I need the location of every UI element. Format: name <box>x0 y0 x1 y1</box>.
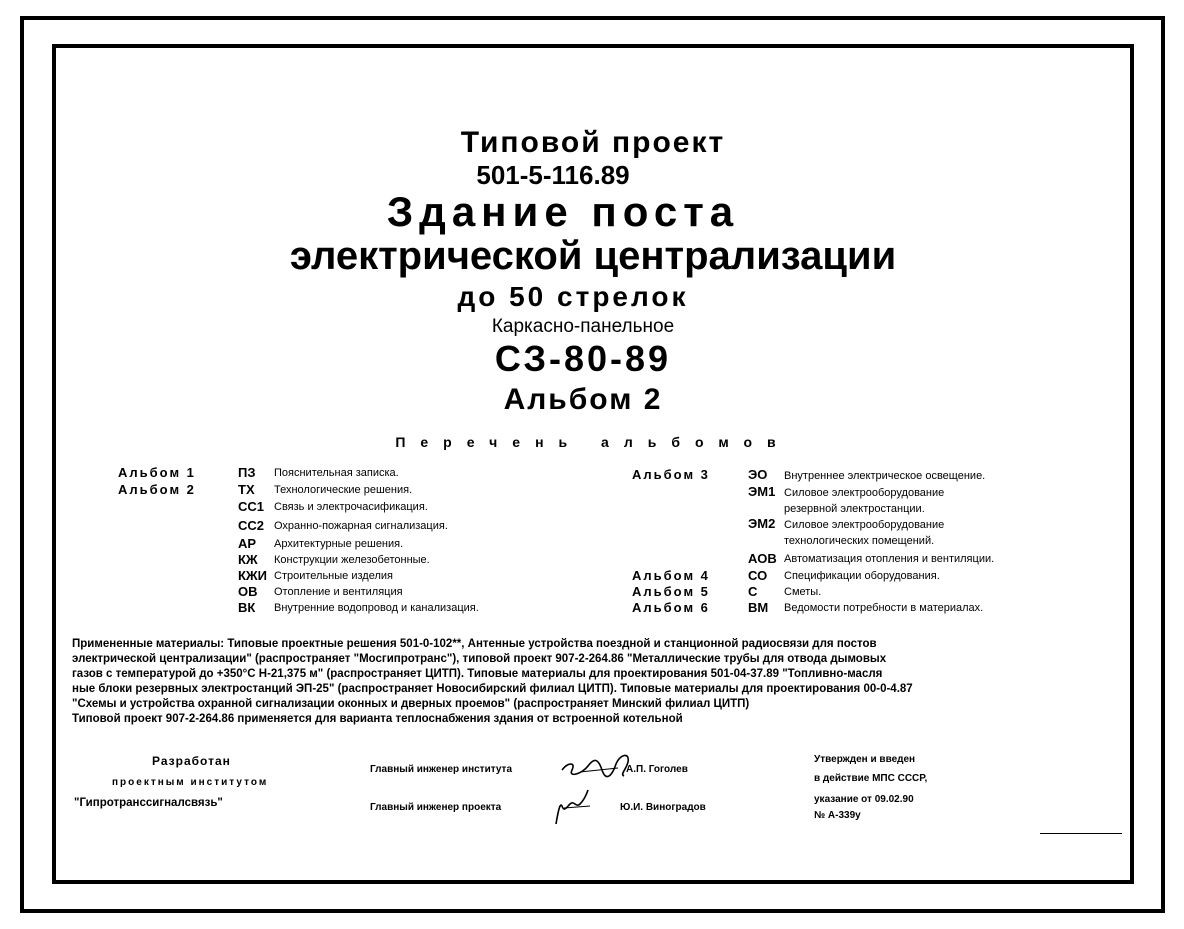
album-description: Связь и электрочасификация. <box>274 501 428 513</box>
title-type-project: Типовой проект <box>460 126 726 159</box>
signature-vinogradov-icon <box>550 784 598 832</box>
approval-number: № А-339у <box>814 810 861 821</box>
album-code: ВМ <box>748 600 769 615</box>
album-description: Спецификации оборудования. <box>784 570 940 582</box>
album-code: СС2 <box>238 518 265 533</box>
album-description: Архитектурные решения. <box>274 538 404 550</box>
title-building: Здание поста <box>386 188 740 235</box>
album-code: АОВ <box>748 551 777 566</box>
album-label: Альбом 6 <box>632 600 710 615</box>
album-label: Альбом 2 <box>118 482 196 497</box>
divider-line <box>1040 833 1122 834</box>
album-code: ЭМ1 <box>748 484 776 499</box>
developer-name: "Гипротранссигналсвязь" <box>74 797 223 809</box>
materials-line: "Схемы и устройства охранной сигнализации оконных и дверных проемов" (распространяет Минский филиал ЦИТП) <box>72 698 750 710</box>
album-list-heading: Перечень альбомов <box>395 434 791 450</box>
materials-line: Типовой проект 907-2-264.86 применяется для варианта теплоснабжения здания от встроенной котельной <box>72 713 683 725</box>
album-code: ОВ <box>238 584 258 599</box>
materials-line: газов с температурой до +350°С Н-21,375 м" (распространяет ЦИТП). Типовые материалы для проектирования 501-04-37.89 "Топливно-масля <box>72 668 883 680</box>
title-album: Альбом 2 <box>503 383 663 416</box>
album-label: Альбом 5 <box>632 584 710 599</box>
title-construction-type: Каркасно-панельное <box>491 316 675 337</box>
album-description: Ведомости потребности в материалах. <box>784 602 984 614</box>
developer-label: Разработан <box>152 754 231 768</box>
chief-institute-name: А.П. Гоголев <box>626 764 688 775</box>
album-code: СО <box>748 568 768 583</box>
album-code: ЭМ2 <box>748 516 776 531</box>
album-description: Технологические решения. <box>274 484 413 496</box>
album-code: КЖ <box>238 552 258 567</box>
album-code: С <box>748 584 758 599</box>
album-description: Автоматизация отопления и вентиляции. <box>784 553 995 565</box>
album-description: Отопление и вентиляция <box>274 586 403 598</box>
title-centralization: электрической централизации <box>289 234 897 278</box>
album-code: КЖИ <box>238 568 268 583</box>
title-switches: до 50 стрелок <box>457 281 689 312</box>
album-description: Силовое электрооборудование <box>784 487 945 499</box>
album-description: Строительные изделия <box>274 570 393 582</box>
album-code: ПЗ <box>238 465 256 480</box>
album-label: Альбом 3 <box>632 467 710 482</box>
album-description: Внутреннее электрическое освещение. <box>784 470 986 482</box>
album-description: Сметы. <box>784 586 822 598</box>
approval-date: указание от 09.02.90 <box>814 794 914 805</box>
approval-line: Утвержден и введен <box>814 754 916 765</box>
materials-line: Примененные материалы: Типовые проектные решения 501-0-102**, Антенные устройства поездной и станционной радиосвязи для постов <box>72 638 877 650</box>
title-code: СЗ-80-89 <box>494 338 672 379</box>
album-description-cont: резервной электростанции. <box>784 503 925 515</box>
developer-institute: проектным институтом <box>112 777 269 788</box>
album-label: Альбом 1 <box>118 465 196 480</box>
album-code: АР <box>238 536 257 551</box>
materials-line: электрической централизации" (распространяет "Мосгипротранс"), типовой проект 907-2-264.86 "Металлические трубы для отвода дымовых <box>72 653 887 665</box>
album-description: Пояснительная записка. <box>274 467 399 479</box>
chief-project-name: Ю.И. Виноградов <box>620 802 706 813</box>
chief-institute-label: Главный инженер института <box>370 764 513 775</box>
chief-project-label: Главный инженер проекта <box>370 802 502 813</box>
album-description-cont: технологических помещений. <box>784 535 935 547</box>
title-project-number: 501-5-116.89 <box>476 160 630 190</box>
album-description: Охранно-пожарная сигнализация. <box>274 520 448 532</box>
album-description: Конструкции железобетонные. <box>274 554 430 566</box>
album-description: Внутренние водопровод и канализация. <box>274 602 479 614</box>
album-code: ВК <box>238 600 256 615</box>
album-description: Силовое электрооборудование <box>784 519 945 531</box>
album-code: ЭО <box>748 467 768 482</box>
materials-line: ные блоки резервных электростанций ЭП-25" (распространяет Новосибирский филиал ЦИТП). Типовые материалы для проектирования 00-0-4.87 <box>72 683 913 695</box>
approval-line: в действие МПС СССР, <box>814 773 928 784</box>
album-label: Альбом 4 <box>632 568 710 583</box>
album-code: СС1 <box>238 499 265 514</box>
album-code: ТХ <box>238 482 255 497</box>
